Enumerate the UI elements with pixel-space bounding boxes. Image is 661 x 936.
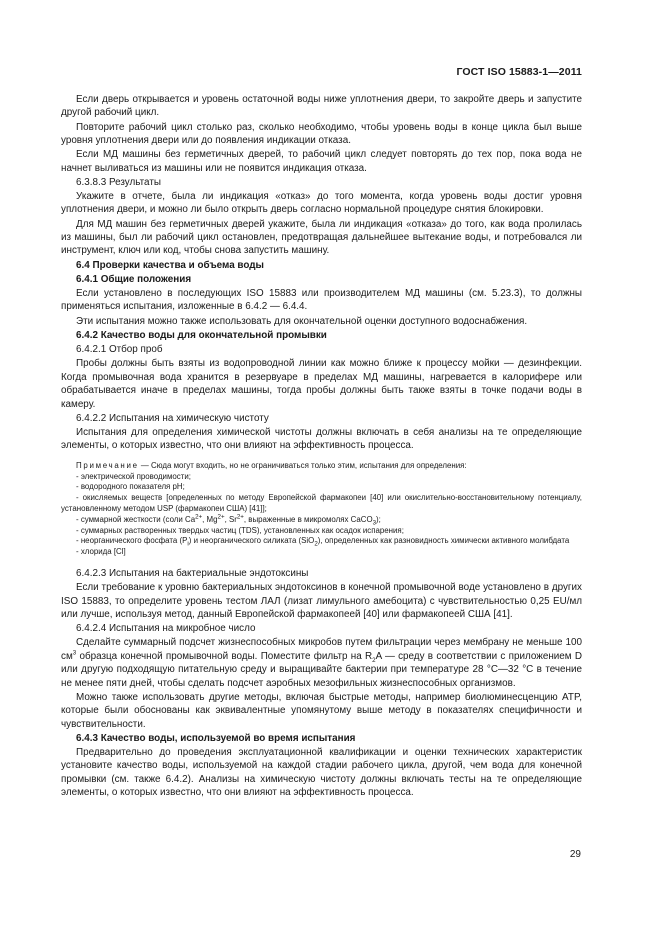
note-item: - электрической проводимости; — [76, 471, 191, 481]
note-text: - неорганического фосфата (P — [76, 536, 188, 546]
paragraph-text: Сделайте суммарный подсчет жизнеспособных микробов путем фильтрации через мембрану не меньше 100 см — [61, 637, 582, 662]
note-item — [61, 515, 582, 526]
note-label: Примечание — [76, 460, 139, 470]
paragraph: Если установлено в последующих ISO 15883 или производителем МД машины (см. 5.23.3), то должны применяться испытания, изложенные в 6.4.2 — 6.4.4. — [61, 288, 582, 313]
page-number: 29 — [569, 849, 581, 860]
note-text: , выраженные в микромолях CaCO — [243, 514, 373, 524]
subscript: i — [187, 540, 189, 548]
paragraph: Укажите в отчете, была ли индикация «отказ» до того момента, когда уровень воды достиг уровня уплотнения двери, и можно ли было открыть дверь согласно нормальной процедуре снятия блокировки. — [61, 191, 582, 216]
note-item: - суммарных растворенных твердых частиц (TDS), установленных как осадок испарения; — [76, 525, 404, 535]
subscript: 2 — [372, 656, 376, 664]
note-intro-text: — Сюда могут входить, но не ограничиваться только этим, испытания для определения: — [138, 460, 467, 470]
subsection-heading-6-4-2-2: 6.4.2.2 Испытания на химическую чистоту — [76, 412, 269, 424]
note-text: , Mg — [202, 514, 218, 524]
superscript: 2+ — [217, 513, 225, 521]
paragraph: Повторите рабочий цикл столько раз, сколько необходимо, чтобы уровень воды в конце цикла был выше уровня уплотнения двери или до появления индикации отказа. — [61, 121, 582, 147]
paragraph-text: A — среду в соответствии с приложением D или другую подходящую питательную среду и выращивайте бактерии при температуре 28 °С—32 °С в течение не менее пяти дней, чтобы сделать подсчет аэробных мезофильных жизнеспособных организмов. — [61, 650, 582, 689]
paragraph: Можно также использовать другие методы, включая быстрые методы, например биолюминесценцию ATP, которые были обоснованы как эквивалентные упомянутому выше методу в показателях специфичности и чувствительности. — [61, 691, 582, 730]
superscript: 2+ — [236, 513, 244, 521]
note-text: ) и неорганического силиката (SiO — [188, 536, 315, 546]
subsection-heading-6-4-2-3: 6.4.2.3 Испытания на бактериальные эндотоксины — [76, 567, 309, 579]
note-text: ), определенных как разновидность химически активного молибдата — [317, 536, 570, 546]
section-heading-6-4-3: 6.4.3 Качество воды, используемой во время испытания — [76, 732, 356, 744]
paragraph: Если МД машины без герметичных дверей, то рабочий цикл следует повторять до тех пор, пока вода не начнет выливаться из машины или не появится индикация отказа. — [61, 149, 582, 174]
section-heading-6-4-1: 6.4.1 Общие положения — [76, 273, 192, 285]
paragraph: Пробы должны быть взяты из водопроводной линии как можно ближе к процессу мойки — дезинфекции. Когда промывочная вода хранится в резервуаре в пределах МД машины, нагревается в калорифере или обрабатывается иначе в пределах машины, тогда пробы должны быть также взяты в точке подачи воды в камеру. — [61, 358, 582, 410]
paragraph-text: образца конечной промывочной воды. Поместите фильтр на R — [76, 650, 373, 662]
document-body — [61, 93, 582, 800]
note-intro — [61, 461, 582, 472]
document-header-id: ГОСТ ISO 15883-1—2011 — [456, 66, 582, 78]
note-item — [61, 536, 582, 547]
note-item: - окисляемых веществ [определенных по методу Европейской фармакопеи [40] или окислительно-восстановительному потенциалу, установленному методом USP (фармакопеи США) [41]]; — [61, 493, 582, 513]
subsection-heading-6-3-8-3: 6.3.8.3 Результаты — [76, 176, 161, 188]
paragraph: Предварительно до проведения эксплуатационной квалификации и оценки технических характеристик установите качество воды, используемой на каждой стадии рабочего цикла, другой, чем вода для конечной промывки (см. также 6.4.2). Анализы на химическую чистоту должны включать тесты на те определяющие элементы, о которых известно, что они влияют на эффективность процесса. — [61, 746, 582, 799]
note-item: - водородного показателя pH; — [76, 482, 185, 492]
note-item: - хлорида [Cl] — [76, 547, 126, 557]
section-heading-6-4-2: 6.4.2 Качество воды для окончательной промывки — [76, 329, 327, 341]
subscript: 3 — [372, 519, 377, 527]
paragraph: Испытания для определения химической чистоты должны включать в себя анализы на те определяющие элементы, о которых известно, что они влияют на эффективность процесса. — [61, 426, 582, 452]
note-text: , Sr — [224, 514, 237, 524]
subsection-heading-6-4-2-4: 6.4.2.4 Испытания на микробное число — [76, 623, 256, 635]
superscript: 2+ — [195, 513, 203, 521]
paragraph: Если дверь открывается и уровень остаточной воды ниже уплотнения двери, то закройте дверь и запустите другой рабочий цикл. — [61, 94, 582, 119]
subsection-heading-6-4-2-1: 6.4.2.1 Отбор проб — [76, 344, 163, 356]
superscript: 3 — [72, 649, 77, 657]
paragraph — [61, 636, 582, 690]
subscript: 2 — [314, 540, 318, 548]
paragraph: Эти испытания можно также использовать для окончательной оценки доступного водоснабжения. — [76, 315, 528, 327]
note-text: - суммарной жесткости (соли Ca — [76, 514, 196, 524]
paragraph: Для МД машин без герметичных дверей укажите, была ли индикация «отказа» до того, как вода пролилась из машины, был ли рабочий цикл остановлен, предотвращая дальнейшее вытекание воды, и потребовался ли инструмент, ключ или код, чтобы снова запустить машину. — [61, 218, 582, 257]
paragraph: Если требование к уровню бактериальных эндотоксинов в конечной промывочной воде установлено в других ISO 15883, то определите уровень тестом ЛАЛ (лизат лимульного амебоцита) с чувствительностью 0,25 EU/мл или лучше, используя метод, данный Европейской фармакопеей [40] или фармакопеей США [41]. — [61, 582, 582, 620]
section-heading-6-4: 6.4 Проверки качества и объема воды — [76, 259, 264, 271]
note-text: ); — [376, 514, 381, 524]
